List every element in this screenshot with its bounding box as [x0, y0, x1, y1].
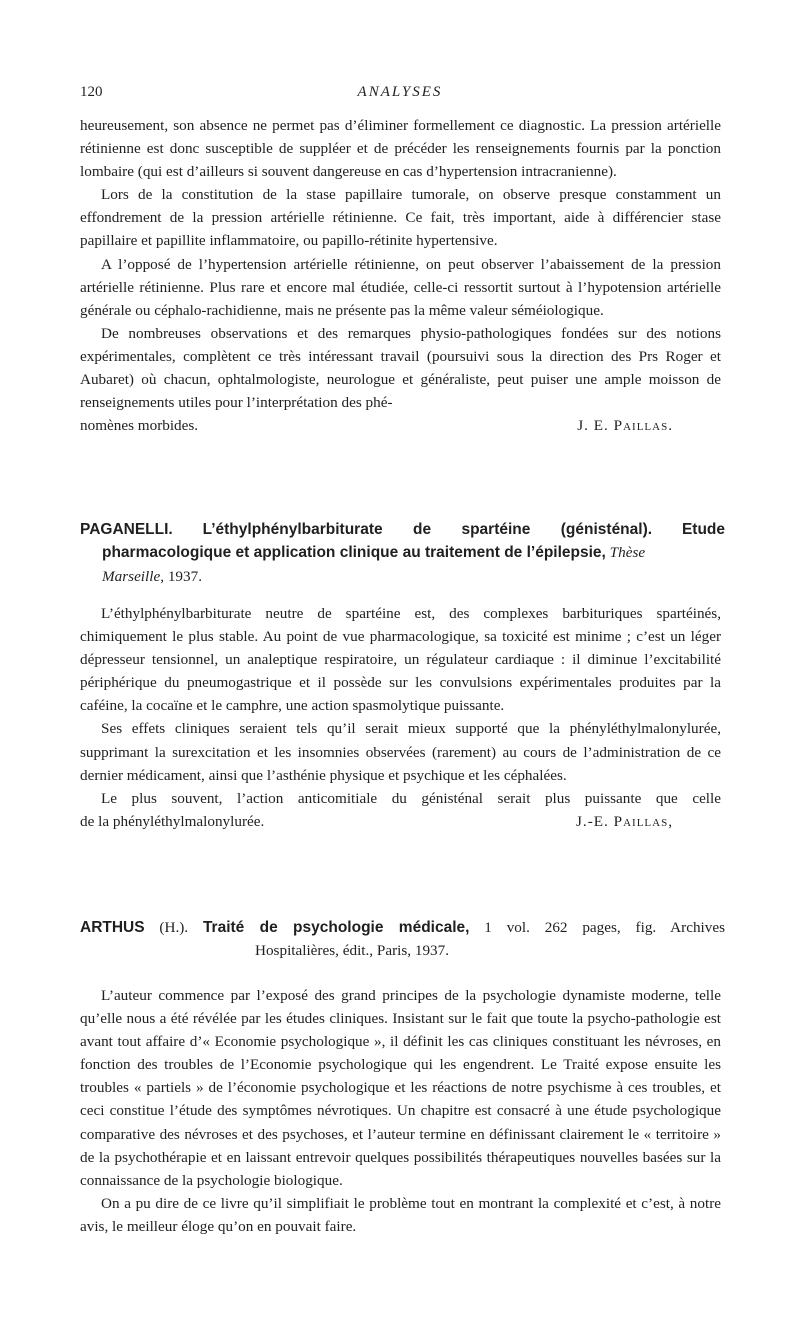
review-2-paragraph: Ses effets cliniques seraient tels qu’il serait mieux supporté que la phényléthylmalonylurée, supprimant la surexcitation et les insomnies observées (rarement) au cours de l’administration de ce dernier médicament, ainsi que l’asthénie physique et psychique et les céphalées. [80, 720, 721, 784]
page-header [80, 84, 720, 108]
review-1-paragraph: heureusement, son absence ne permet pas d’éliminer formellement ce diagnostic. La pression artérielle rétinienne est donc susceptible de suppléer et de précéder les renseignements fournis par la ponction lombaire (qui est d’ailleurs si souvent dangereuse en cas d’hypertension intracranienne). [80, 117, 721, 181]
review-2-title-part-2: Etude [681, 521, 725, 538]
review-3-paragraph: On a pu dire de ce livre qu’il simplifiait le problème tout en montrant la complexité et c’est, à notre avis, le meilleur éloge qu’on en pouvait faire. [80, 1194, 721, 1235]
review-3-author-initial: (H.). [159, 919, 189, 936]
review-2-body [80, 602, 721, 833]
review-2-year: 1937. [167, 567, 202, 585]
review-2-last-paragraph: Le plus souvent, l’action anticomitiale du génisténal serait plus puissante que celle [101, 789, 721, 807]
review-3-details-1: 1 vol. 262 pages, fig. Archives [484, 919, 726, 936]
review-1-last-line: nomènes morbides. [80, 417, 199, 435]
review-2-title-line-2: pharmacologique et application clinique au traitement de l’épilepsie, [102, 544, 606, 562]
review-1-paragraph: A l’opposé de l’hypertension artérielle rétinienne, on peut observer l’abaissement de la pression artérielle rétinienne. Plus rare et encore mal étudiée, celle-ci ressortit surtout à l’hypotension artérielle générale ou céphalo-rachidienne, mais ne présente pas la même valeur séméiologique. [80, 255, 721, 319]
review-2-closing-line [80, 810, 721, 833]
review-1-paragraph: De nombreuses observations et des remarques physio-pathologiques fondées sur des notions expérimentales, complètent ce très intéressant travail (poursuivi sous la direction des Prs Roger et Aubaret) où chacun, ophtalmologiste, neurologue et généraliste, peut puiser une ample moisson de renseignements utiles pour l’interprétation des phé- [80, 324, 721, 412]
review-2-source-2: Marseille, [102, 567, 165, 585]
page-number: 120 [80, 84, 103, 100]
running-head: ANALYSES [357, 84, 443, 100]
review-1-body [80, 114, 721, 437]
review-3-paragraph: L’auteur commence par l’exposé des grand principes de la psychologie dynamiste moderne, telle qu’elle nous a été révélée par les études cliniques. Insistant sur le fait que toute la psycho-pathologie est avant tout affaire d’« Economie psychologique », il définit les cas cliniques constituant les névroses, en fonction des troubles de l’Economie psychologique qui les engendrent. Le Traité expose ensuite les troubles « partiels » de l’économie psychologique et les réactions de notre psychisme à ces troubles, et ceci constitue l’étude des symptômes névrotiques. Un chapitre est consacré à une étude psychologique comparative des névroses et des psychoses, et l’auteur termine en définissant clairement le « territoire » de la psychothérapie et en laissant entrevoir quelques possibilités thérapeutiques nouvelles basées sur la connaissance de la psychologie biologique. [80, 987, 721, 1189]
review-1-closing-line [80, 414, 721, 437]
review-3-details-2: Hospitalières, édit., Paris, 1937. [255, 942, 450, 960]
review-3-body [80, 984, 721, 1238]
review-3-author: ARTHUS [80, 919, 145, 936]
review-2-source-1: Thèse [609, 544, 646, 562]
review-2-last-line: de la phényléthylmalonylurée. [80, 812, 265, 830]
review-2-paragraph: L’éthylphénylbarbiturate neutre de spartéine est, des complexes barbituriques spartéinés, chimiquement le plus stable. Au point de vue pharmacologique, sa toxicité est minime ; c’est un léger dépresseur tensionnel, un analeptique respiratoire, un régulateur cardiaque : il diminue l’excitabilité périphérique du pneumogastrique et il possède sur les convulsions expérimentales produites par la caféine, la cocaïne et le camphre, une action spasmolytique puissante. [80, 605, 721, 715]
review-2-heading [80, 518, 725, 588]
review-1-paragraph: Lors de la constitution de la stase papillaire tumorale, on observe presque constamment un effondrement de la pression artérielle rétinienne. Ce fait, très important, aide à différencier stase papillaire et papillite inflammatoire, ou papillo-rétinite hypertensive. [80, 186, 721, 250]
review-3-heading [80, 916, 725, 963]
review-2-title-part-1: L’éthylphénylbarbiturate de spartéine (génisténal). [202, 521, 653, 538]
review-2-signature: J.-E. Paillas, [576, 812, 673, 830]
review-3-title: Traité de psychologie médicale, [202, 919, 470, 936]
review-1-signature: J. E. Paillas. [577, 417, 673, 435]
review-2-author: PAGANELLI. [80, 521, 173, 538]
